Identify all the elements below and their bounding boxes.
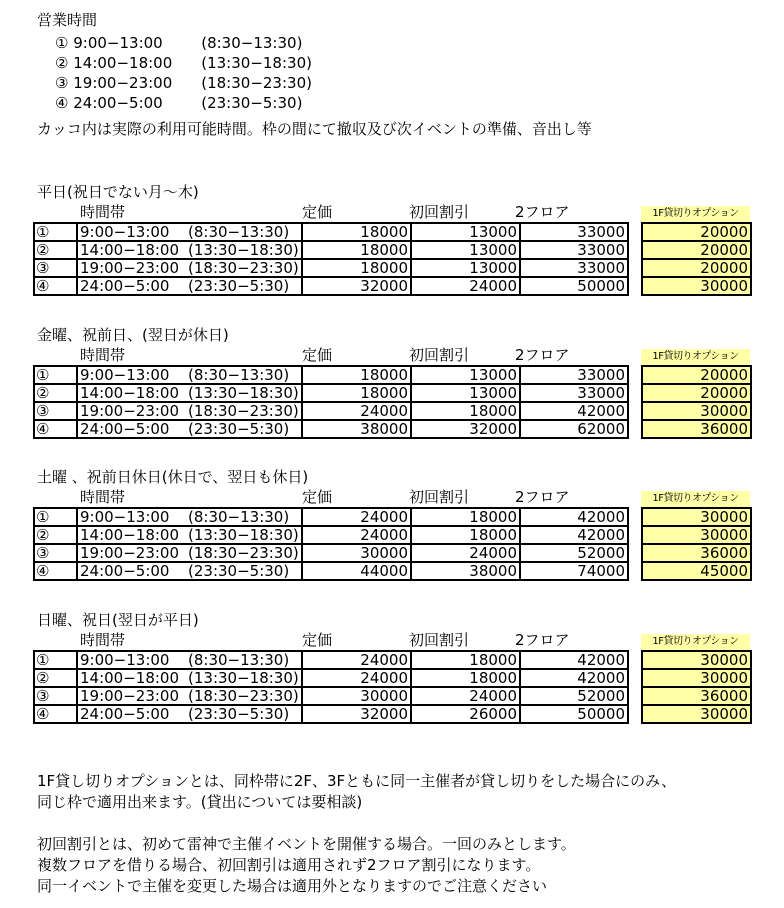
slot-mark: ② [55, 54, 69, 72]
table-row [34, 562, 628, 580]
header-time: 時間帯 [80, 203, 126, 221]
table-row [34, 384, 628, 402]
first-discount-cell: 13000 [411, 241, 520, 259]
slot-number-cell: ① [34, 223, 77, 241]
option-1f-cell: 30000 [642, 669, 751, 687]
slot-range: 14:00−18:00 [73, 54, 173, 72]
two-floor-cell: 42000 [520, 651, 628, 669]
hours-note: カッコ内は実際の利用可能時間。枠の間にて撤収及び次イベントの準備、音出し等 [37, 120, 592, 138]
time-range: 14:00−18:00 [80, 526, 180, 544]
section-title: 土曜 、祝前日休日(休日で、翌日も休日) [37, 468, 309, 486]
first-discount-cell: 18000 [411, 526, 520, 544]
rate-section-sunday [0, 610, 784, 740]
first-discount-cell: 18000 [411, 402, 520, 420]
time-range: 19:00−23:00 [80, 259, 180, 277]
option-1f-cell: 30000 [642, 277, 751, 295]
table-row [34, 544, 628, 562]
table-row [642, 384, 751, 402]
option-table [641, 507, 752, 581]
option-1f-cell: 20000 [642, 223, 751, 241]
two-floor-cell: 50000 [520, 277, 628, 295]
slot-actual: (18:30−23:30) [201, 74, 312, 92]
two-floor-cell: 52000 [520, 544, 628, 562]
time-slot-cell [77, 420, 302, 438]
time-slot-cell [77, 562, 302, 580]
two-floor-cell: 42000 [520, 508, 628, 526]
header-price: 定価 [302, 631, 333, 649]
option-1f-cell: 36000 [642, 544, 751, 562]
section-title: 金曜、祝前日、(翌日が休日) [37, 326, 229, 344]
time-slot-cell [77, 223, 302, 241]
time-slot-cell [77, 651, 302, 669]
price-cell: 18000 [302, 259, 411, 277]
actual-time-range: (13:30−18:30) [188, 669, 299, 687]
price-cell: 18000 [302, 384, 411, 402]
table-row [34, 402, 628, 420]
header-first-discount: 初回割引 [409, 631, 470, 649]
slot-range: 24:00−5:00 [73, 94, 163, 112]
price-cell: 38000 [302, 420, 411, 438]
option-1f-cell: 20000 [642, 241, 751, 259]
price-cell: 32000 [302, 277, 411, 295]
actual-time-range: (18:30−23:30) [188, 259, 299, 277]
actual-time-range: (13:30−18:30) [188, 526, 299, 544]
option-1f-cell: 30000 [642, 402, 751, 420]
time-range: 24:00−5:00 [80, 705, 170, 723]
header-first-discount: 初回割引 [409, 203, 470, 221]
actual-time-range: (8:30−13:30) [188, 508, 290, 526]
slot-number-cell: ③ [34, 687, 77, 705]
table-row [642, 402, 751, 420]
two-floor-cell: 42000 [520, 402, 628, 420]
time-range: 19:00−23:00 [80, 544, 180, 562]
two-floor-cell: 74000 [520, 562, 628, 580]
price-cell: 24000 [302, 402, 411, 420]
table-row [642, 544, 751, 562]
slot-range: 19:00−23:00 [73, 74, 173, 92]
header-time: 時間帯 [80, 488, 126, 506]
slot-actual: (8:30−13:30) [201, 34, 303, 52]
hours-slot-4 [55, 93, 302, 113]
actual-time-range: (8:30−13:30) [188, 366, 290, 384]
option-note-line-1: 1F貸し切りオプションとは、同枠帯に2F、3Fともに同一主催者が貸し切りをした場合にのみ、 [37, 772, 677, 790]
table-row [642, 651, 751, 669]
time-range: 24:00−5:00 [80, 277, 170, 295]
option-1f-cell: 30000 [642, 526, 751, 544]
rate-section-friday [0, 325, 784, 455]
time-range: 9:00−13:00 [80, 651, 170, 669]
header-two-floor: 2フロア [515, 488, 570, 506]
slot-number-cell: ② [34, 669, 77, 687]
price-cell: 24000 [302, 526, 411, 544]
time-slot-cell [77, 508, 302, 526]
time-range: 24:00−5:00 [80, 420, 170, 438]
time-slot-cell [77, 277, 302, 295]
time-slot-cell [77, 544, 302, 562]
option-1f-cell: 30000 [642, 508, 751, 526]
price-cell: 30000 [302, 687, 411, 705]
time-slot-cell [77, 384, 302, 402]
actual-time-range: (23:30−5:30) [188, 705, 290, 723]
hours-slot-3 [55, 73, 312, 93]
time-range: 24:00−5:00 [80, 562, 170, 580]
discount-note-line-3: 同一イベントで主催を変更した場合は適用外となりますのでご注意ください [37, 877, 548, 895]
table-row [34, 259, 628, 277]
option-table [641, 365, 752, 439]
header-two-floor: 2フロア [515, 631, 570, 649]
time-slot-cell [77, 241, 302, 259]
option-note-line-2: 同じ枠で適用出来ます。(貸出については要相談) [37, 793, 363, 811]
two-floor-cell: 33000 [520, 259, 628, 277]
first-discount-cell: 26000 [411, 705, 520, 723]
table-row [642, 687, 751, 705]
price-cell: 24000 [302, 508, 411, 526]
time-range: 19:00−23:00 [80, 402, 180, 420]
actual-time-range: (8:30−13:30) [188, 223, 290, 241]
time-range: 9:00−13:00 [80, 366, 170, 384]
header-option-1f: 1F貸切りオプション [641, 634, 750, 650]
header-price: 定価 [302, 203, 333, 221]
price-cell: 18000 [302, 223, 411, 241]
rate-table [33, 650, 629, 724]
table-row [34, 669, 628, 687]
option-1f-cell: 45000 [642, 562, 751, 580]
two-floor-cell: 50000 [520, 705, 628, 723]
first-discount-cell: 24000 [411, 544, 520, 562]
time-slot-cell [77, 366, 302, 384]
table-row [642, 277, 751, 295]
two-floor-cell: 33000 [520, 384, 628, 402]
time-slot-cell [77, 669, 302, 687]
price-cell: 24000 [302, 669, 411, 687]
option-1f-cell: 20000 [642, 384, 751, 402]
option-1f-cell: 36000 [642, 687, 751, 705]
two-floor-cell: 42000 [520, 669, 628, 687]
time-range: 14:00−18:00 [80, 669, 180, 687]
table-row [34, 241, 628, 259]
option-1f-cell: 30000 [642, 651, 751, 669]
actual-time-range: (23:30−5:30) [188, 277, 290, 295]
table-row [642, 705, 751, 723]
first-discount-cell: 24000 [411, 277, 520, 295]
header-option-1f: 1F貸切りオプション [641, 206, 750, 222]
table-row [34, 420, 628, 438]
slot-mark: ① [55, 34, 69, 52]
actual-time-range: (8:30−13:30) [188, 651, 290, 669]
slot-number-cell: ② [34, 241, 77, 259]
hours-slot-1 [55, 33, 302, 53]
actual-time-range: (13:30−18:30) [188, 241, 299, 259]
table-row [34, 508, 628, 526]
actual-time-range: (18:30−23:30) [188, 687, 299, 705]
slot-actual: (23:30−5:30) [201, 94, 303, 112]
header-option-1f: 1F貸切りオプション [641, 349, 750, 365]
option-table [641, 222, 752, 296]
time-slot-cell [77, 526, 302, 544]
table-row [34, 651, 628, 669]
actual-time-range: (13:30−18:30) [188, 384, 299, 402]
rate-table [33, 222, 629, 296]
first-discount-cell: 13000 [411, 259, 520, 277]
option-table [641, 650, 752, 724]
business-hours-title: 営業時間 [37, 11, 98, 29]
table-row [642, 526, 751, 544]
slot-number-cell: ③ [34, 259, 77, 277]
table-row [34, 223, 628, 241]
option-1f-cell: 20000 [642, 366, 751, 384]
price-cell: 32000 [302, 705, 411, 723]
rate-table [33, 507, 629, 581]
table-row [34, 687, 628, 705]
table-row [642, 420, 751, 438]
price-cell: 30000 [302, 544, 411, 562]
first-discount-cell: 13000 [411, 223, 520, 241]
first-discount-cell: 18000 [411, 508, 520, 526]
time-slot-cell [77, 687, 302, 705]
two-floor-cell: 62000 [520, 420, 628, 438]
slot-number-cell: ③ [34, 402, 77, 420]
slot-mark: ④ [55, 94, 69, 112]
actual-time-range: (23:30−5:30) [188, 562, 290, 580]
slot-number-cell: ④ [34, 277, 77, 295]
time-slot-cell [77, 259, 302, 277]
first-discount-cell: 24000 [411, 687, 520, 705]
price-cell: 44000 [302, 562, 411, 580]
header-time: 時間帯 [80, 346, 126, 364]
two-floor-cell: 52000 [520, 687, 628, 705]
table-row [642, 241, 751, 259]
time-range: 19:00−23:00 [80, 687, 180, 705]
two-floor-cell: 42000 [520, 526, 628, 544]
time-range: 14:00−18:00 [80, 241, 180, 259]
header-two-floor: 2フロア [515, 346, 570, 364]
slot-number-cell: ② [34, 526, 77, 544]
time-range: 14:00−18:00 [80, 384, 180, 402]
table-row [34, 366, 628, 384]
first-discount-cell: 32000 [411, 420, 520, 438]
price-cell: 18000 [302, 241, 411, 259]
first-discount-cell: 13000 [411, 366, 520, 384]
header-price: 定価 [302, 488, 333, 506]
first-discount-cell: 13000 [411, 384, 520, 402]
slot-range: 9:00−13:00 [73, 34, 163, 52]
time-slot-cell [77, 705, 302, 723]
time-range: 9:00−13:00 [80, 508, 170, 526]
price-cell: 18000 [302, 366, 411, 384]
discount-note-line-1: 初回割引とは、初めて雷神で主催イベントを開催する場合。一回のみとします。 [37, 835, 576, 853]
first-discount-cell: 18000 [411, 669, 520, 687]
slot-number-cell: ④ [34, 420, 77, 438]
section-title: 日曜、祝日(翌日が平日) [37, 611, 199, 629]
table-row [34, 526, 628, 544]
slot-number-cell: ① [34, 651, 77, 669]
time-range: 9:00−13:00 [80, 223, 170, 241]
two-floor-cell: 33000 [520, 241, 628, 259]
table-row [34, 705, 628, 723]
first-discount-cell: 18000 [411, 651, 520, 669]
header-price: 定価 [302, 346, 333, 364]
slot-number-cell: ① [34, 366, 77, 384]
actual-time-range: (18:30−23:30) [188, 544, 299, 562]
table-row [642, 223, 751, 241]
option-1f-cell: 36000 [642, 420, 751, 438]
header-time: 時間帯 [80, 631, 126, 649]
slot-number-cell: ③ [34, 544, 77, 562]
section-title: 平日(祝日でない月～木) [37, 183, 199, 201]
two-floor-cell: 33000 [520, 223, 628, 241]
slot-number-cell: ④ [34, 705, 77, 723]
header-option-1f: 1F貸切りオプション [641, 491, 750, 507]
rate-section-weekday [0, 182, 784, 312]
header-first-discount: 初回割引 [409, 488, 470, 506]
two-floor-cell: 33000 [520, 366, 628, 384]
slot-number-cell: ① [34, 508, 77, 526]
header-two-floor: 2フロア [515, 203, 570, 221]
first-discount-cell: 38000 [411, 562, 520, 580]
price-cell: 24000 [302, 651, 411, 669]
option-1f-cell: 20000 [642, 259, 751, 277]
table-row [642, 508, 751, 526]
table-row [642, 562, 751, 580]
slot-mark: ③ [55, 74, 69, 92]
table-row [642, 366, 751, 384]
rate-section-saturday [0, 467, 784, 597]
slot-number-cell: ② [34, 384, 77, 402]
rate-table [33, 365, 629, 439]
slot-number-cell: ④ [34, 562, 77, 580]
hours-slot-2 [55, 53, 312, 73]
slot-actual: (13:30−18:30) [201, 54, 312, 72]
table-row [642, 669, 751, 687]
actual-time-range: (23:30−5:30) [188, 420, 290, 438]
actual-time-range: (18:30−23:30) [188, 402, 299, 420]
header-first-discount: 初回割引 [409, 346, 470, 364]
time-slot-cell [77, 402, 302, 420]
table-row [34, 277, 628, 295]
option-1f-cell: 30000 [642, 705, 751, 723]
table-row [642, 259, 751, 277]
discount-note-line-2: 複数フロアを借りる場合、初回割引は適用されず2フロア割引になります。 [37, 856, 541, 874]
